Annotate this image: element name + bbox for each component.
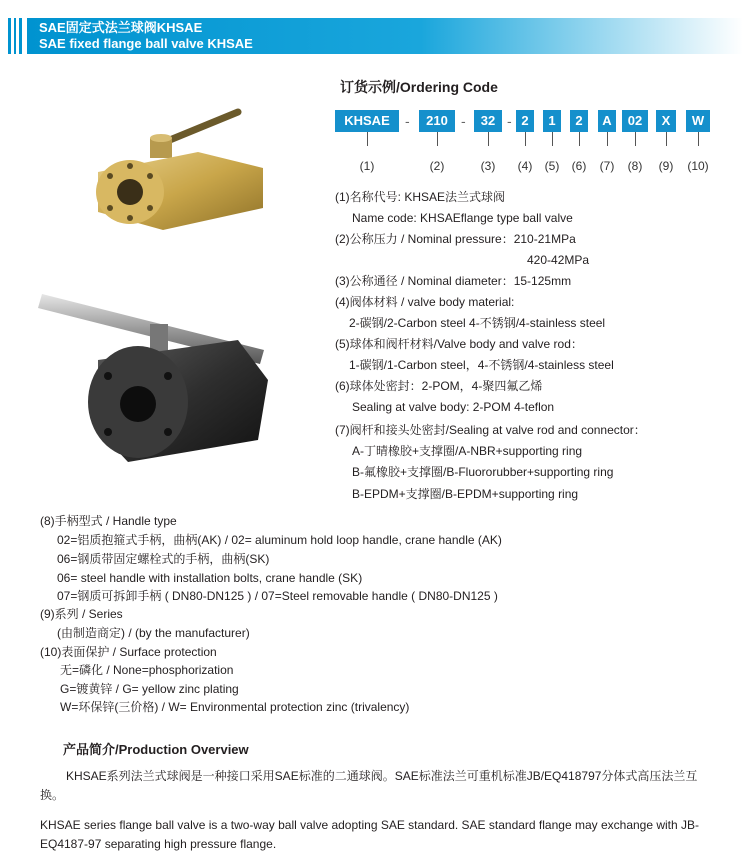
code-index: (4) bbox=[517, 159, 533, 173]
spec-line: B-EPDM+支撑圈/B-EPDM+supporting ring bbox=[352, 487, 579, 501]
code-index: (10) bbox=[687, 159, 709, 173]
surface-line: 无=磷化 / None=phosphorization bbox=[60, 663, 234, 677]
code-index: (1) bbox=[359, 159, 375, 173]
page-header bbox=[27, 18, 743, 54]
handle-type-line: 06= steel handle with installation bolts, crane handle (SK) bbox=[57, 571, 363, 585]
code-box-body-material: 2 bbox=[516, 110, 534, 132]
code-connector bbox=[525, 132, 526, 146]
code-dash: - bbox=[461, 113, 466, 129]
spec-line: 2-碳钢/2-Carbon steel 4-不锈钢/4-stainless steel bbox=[349, 316, 606, 330]
code-index: (9) bbox=[658, 159, 674, 173]
code-box-handle: 02 bbox=[622, 110, 648, 132]
code-connector bbox=[635, 132, 636, 146]
code-connector bbox=[488, 132, 489, 146]
code-box-body-seal: 2 bbox=[570, 110, 588, 132]
spec-line: (6)球体处密封：2-POM，4-聚四氟乙烯 bbox=[335, 379, 543, 393]
code-connector bbox=[666, 132, 667, 146]
spec-line: Name code: KHSAEflange type ball valve bbox=[352, 211, 573, 225]
code-dash: - bbox=[405, 113, 410, 129]
spec-line: (1)名称代号: KHSAE法兰式球阀 bbox=[335, 190, 506, 204]
header-title-cn: SAE固定式法兰球阀KHSAE bbox=[39, 20, 203, 35]
ordering-code-title: 订货示例/Ordering Code bbox=[340, 79, 498, 95]
code-connector bbox=[698, 132, 699, 146]
series-title: (9)系列 / Series bbox=[40, 607, 123, 621]
surface-line: G=镀黄锌 / G= yellow zinc plating bbox=[60, 682, 239, 696]
spec-line: A-丁晴橡胶+支撑圈/A-NBR+supporting ring bbox=[352, 444, 583, 458]
spec-line: (5)球体和阀杆材料/Valve body and valve rod： bbox=[335, 337, 583, 351]
code-box-diameter: 32 bbox=[474, 110, 502, 132]
code-connector bbox=[552, 132, 553, 146]
code-box-surface: W bbox=[686, 110, 710, 132]
code-box-name: KHSAE bbox=[335, 110, 399, 132]
code-connector bbox=[367, 132, 368, 146]
code-index: (8) bbox=[627, 159, 643, 173]
spec-line: 1-碳钢/1-Carbon steel，4-不锈钢/4-stainless steel bbox=[349, 358, 614, 372]
spec-line: (2)公称压力 / Nominal pressure：210-21MPa bbox=[335, 232, 576, 246]
surface-line: W=环保锌(三价格) / W= Environmental protection zinc (trivalency) bbox=[60, 700, 410, 714]
code-index: (3) bbox=[480, 159, 496, 173]
spec-line: B-氟橡胶+支撑圈/B-Fluororubber+supporting ring bbox=[352, 465, 614, 479]
overview-title: 产品简介/Production Overview bbox=[63, 742, 249, 757]
code-box-pressure: 210 bbox=[419, 110, 455, 132]
spec-line: 420-42MPa bbox=[527, 253, 590, 267]
overview-cn: KHSAE系列法兰式球阀是一种接口采用SAE标准的二通球阀。SAE标准法兰可重机标准JB/EQ418797分体式高压法兰互换。 bbox=[40, 769, 698, 802]
code-box-rod-material: 1 bbox=[543, 110, 561, 132]
code-index: (5) bbox=[544, 159, 560, 173]
code-box-rod-seal: A bbox=[598, 110, 616, 132]
handle-type-line: 06=钢质带固定螺栓式的手柄，曲柄(SK) bbox=[57, 552, 270, 566]
code-index: (7) bbox=[599, 159, 615, 173]
black-valve-image bbox=[38, 280, 288, 470]
code-connector bbox=[579, 132, 580, 146]
spec-line: Sealing at valve body: 2-POM 4-teflon bbox=[352, 400, 555, 414]
series-line: (由制造商定) / (by the manufacturer) bbox=[57, 626, 250, 640]
spec-line: (4)阀体材料 / valve body material: bbox=[335, 295, 515, 309]
surface-title: (10)表面保护 / Surface protection bbox=[40, 645, 217, 659]
header-title-en: SAE fixed flange ball valve KHSAE bbox=[39, 36, 253, 51]
code-dash: - bbox=[507, 113, 512, 129]
yellow-valve-image bbox=[88, 100, 278, 240]
spec-line: (7)阀杆和接头处密封/Sealing at valve rod and connector： bbox=[335, 423, 646, 437]
spec-line: (3)公称通径 / Nominal diameter：15-125mm bbox=[335, 274, 572, 288]
code-index: (2) bbox=[429, 159, 445, 173]
code-box-series: X bbox=[656, 110, 676, 132]
handle-type-line: 02=铝质抱箍式手柄，曲柄(AK) / 02= aluminum hold loop handle, crane handle (AK) bbox=[57, 533, 502, 547]
code-index: (6) bbox=[571, 159, 587, 173]
handle-type-title: (8)手柄型式 / Handle type bbox=[40, 514, 177, 528]
handle-type-line: 07=钢质可拆卸手柄 ( DN80-DN125 ) / 07=Steel removable handle ( DN80-DN125 ) bbox=[57, 589, 498, 603]
code-connector bbox=[437, 132, 438, 146]
header-accent-stripes bbox=[8, 18, 22, 54]
overview-en: KHSAE series flange ball valve is a two-way ball valve adopting SAE standard. SAE standard flange may exchange with JB-EQ4187-97 separating high pressure flange. bbox=[40, 818, 700, 851]
code-connector bbox=[607, 132, 608, 146]
